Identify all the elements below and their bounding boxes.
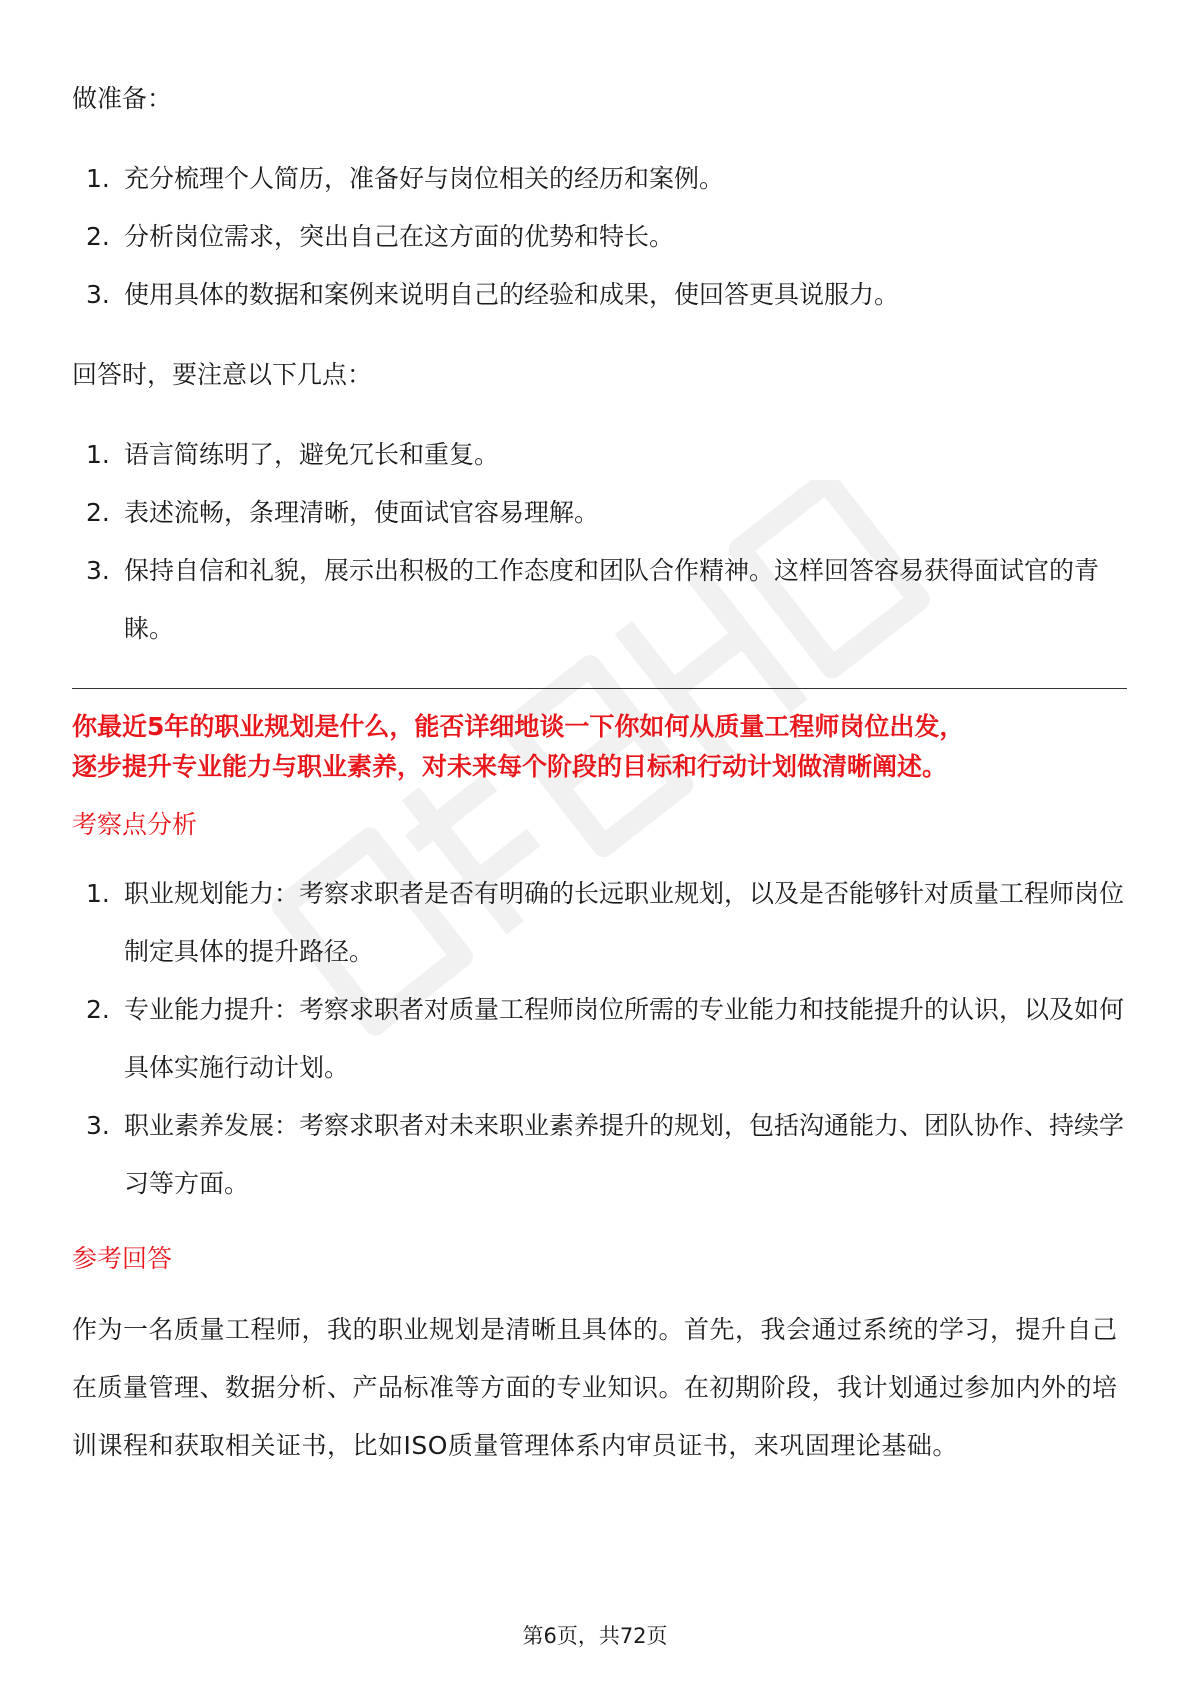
list-item (72, 266, 1127, 324)
list-item (72, 484, 1127, 542)
list-number: 1. (86, 879, 110, 908)
page-footer: 第6页，共72页 (522, 1624, 668, 1648)
analysis-heading: 考察点分析 (72, 810, 198, 839)
list-number: 3. (86, 280, 110, 309)
list-text: 职业素养发展：考察求职者对未来职业素养提升的规划，包括沟通能力、团队协作、持续学习等方面。 (124, 1111, 1125, 1198)
list-text: 语言简练明了，避免冗长和重复。 (124, 440, 500, 469)
list-item (72, 981, 1127, 1097)
list-item (72, 865, 1127, 981)
list-item (72, 542, 1127, 658)
content-column (72, 70, 1127, 1475)
list-text: 使用具体的数据和案例来说明自己的经验和成果，使回答更具说服力。 (124, 280, 900, 309)
list-text: 分析岗位需求，突出自己在这方面的优势和特长。 (124, 222, 675, 251)
list-item (72, 150, 1127, 208)
analysis-list (72, 865, 1127, 1213)
list-number: 3. (86, 556, 110, 585)
notes-list (72, 426, 1127, 658)
list-item (72, 208, 1127, 266)
answer-paragraph: 作为一名质量工程师，我的职业规划是清晰且具体的。首先，我会通过系统的学习，提升自己在质量管理、数据分析、产品标准等方面的专业知识。在初期阶段，我计划通过参加内外的培训课程和获取相关证书，比如ISO质量管理体系内审员证书，来巩固理论基础。 (72, 1315, 1118, 1460)
notes-intro: 回答时，要注意以下几点： (72, 360, 373, 389)
list-text: 专业能力提升：考察求职者对质量工程师岗位所需的专业能力和技能提升的认识，以及如何具体实施行动计划。 (124, 995, 1125, 1082)
list-text: 充分梳理个人简历，准备好与岗位相关的经历和案例。 (124, 164, 725, 193)
list-number: 2. (86, 222, 110, 251)
list-text: 表述流畅，条理清晰，使面试官容易理解。 (124, 498, 600, 527)
prep-list (72, 150, 1127, 324)
list-number: 3. (86, 1111, 110, 1140)
list-text: 保持自信和礼貌，展示出积极的工作态度和团队合作精神。这样回答容易获得面试官的青睐。 (124, 556, 1100, 643)
list-number: 1. (86, 164, 110, 193)
list-number: 1. (86, 440, 110, 469)
list-text: 职业规划能力：考察求职者是否有明确的长远职业规划，以及是否能够针对质量工程师岗位制定具体的提升路径。 (124, 879, 1125, 966)
question-line-1: 你最近5年的职业规划是什么，能否详细地谈一下你如何从质量工程师岗位出发， (72, 712, 965, 741)
question-title (72, 707, 1127, 787)
prep-intro: 做准备： (72, 84, 173, 113)
list-item (72, 1097, 1127, 1213)
section-divider (72, 688, 1127, 689)
answer-heading: 参考回答 (72, 1244, 173, 1273)
list-number: 2. (86, 995, 110, 1024)
list-number: 2. (86, 498, 110, 527)
list-item (72, 426, 1127, 484)
question-line-2: 逐步提升专业能力与职业素养，对未来每个阶段的目标和行动计划做清晰阐述。 (72, 752, 948, 781)
